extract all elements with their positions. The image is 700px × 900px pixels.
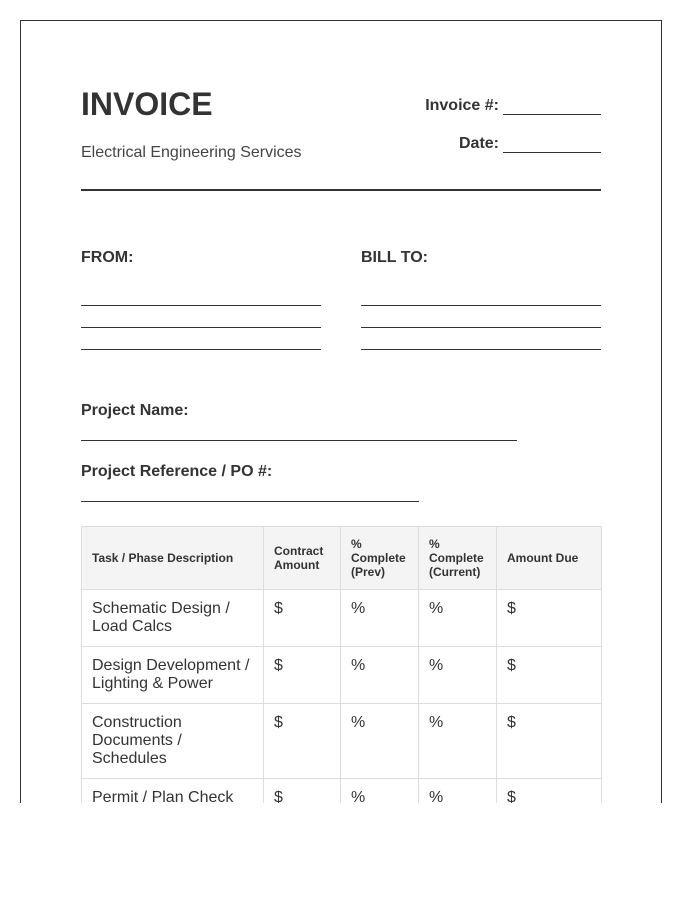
current-cell[interactable]: % [419, 704, 497, 779]
from-line-1[interactable] [81, 305, 321, 306]
table-row [82, 704, 602, 779]
task-cell: Schematic Design / Load Calcs [82, 590, 264, 647]
prev-cell[interactable]: % [341, 779, 419, 804]
header-amount-due: Amount Due [497, 527, 602, 590]
project-name-line[interactable] [81, 440, 517, 441]
task-cell: Construction Documents / Schedules [82, 704, 264, 779]
project-name-label: Project Name: [81, 402, 189, 419]
header-contract-amount: Contract Amount [264, 527, 341, 590]
invoice-date-field[interactable] [503, 138, 601, 153]
header-divider [81, 189, 601, 191]
contract-cell[interactable]: $ [264, 590, 341, 647]
due-cell[interactable]: $ [497, 590, 602, 647]
due-cell[interactable]: $ [497, 779, 602, 804]
bill-to-line-1[interactable] [361, 305, 601, 306]
table-row [82, 779, 602, 804]
current-cell[interactable]: % [419, 590, 497, 647]
prev-cell[interactable]: % [341, 590, 419, 647]
task-cell: Permit / Plan Check [82, 779, 264, 804]
contract-cell[interactable]: $ [264, 779, 341, 804]
current-cell[interactable]: % [419, 779, 497, 804]
task-cell: Design Development / Lighting & Power [82, 647, 264, 704]
prev-cell[interactable]: % [341, 704, 419, 779]
bill-to-label: BILL TO: [361, 249, 428, 266]
project-reference-line[interactable] [81, 501, 419, 502]
current-cell[interactable]: % [419, 647, 497, 704]
header-task: Task / Phase Description [82, 527, 264, 590]
invoice-date-row [459, 135, 601, 153]
invoice-date-label: Date: [458, 135, 499, 152]
bill-to-line-2[interactable] [361, 327, 601, 328]
contract-cell[interactable]: $ [264, 704, 341, 779]
prev-cell[interactable]: % [341, 647, 419, 704]
invoice-number-row [425, 97, 601, 115]
table-header-row [82, 527, 602, 590]
header-complete-prev: % Complete (Prev) [341, 527, 419, 590]
bill-to-line-3[interactable] [361, 349, 601, 350]
contract-cell[interactable]: $ [264, 647, 341, 704]
from-label: FROM: [81, 249, 134, 266]
invoice-number-field[interactable] [503, 100, 601, 115]
invoice-number-label: Invoice #: [425, 97, 499, 114]
due-cell[interactable]: $ [497, 647, 602, 704]
due-cell[interactable]: $ [497, 704, 602, 779]
invoice-page [20, 20, 662, 803]
from-line-3[interactable] [81, 349, 321, 350]
header-complete-current: % Complete (Current) [419, 527, 497, 590]
table-row [82, 647, 602, 704]
table-row [82, 590, 602, 647]
project-reference-label: Project Reference / PO #: [81, 463, 273, 480]
invoice-subtitle: Electrical Engineering Services [81, 144, 302, 161]
tasks-table [81, 526, 602, 803]
invoice-title: INVOICE [81, 86, 213, 122]
from-line-2[interactable] [81, 327, 321, 328]
